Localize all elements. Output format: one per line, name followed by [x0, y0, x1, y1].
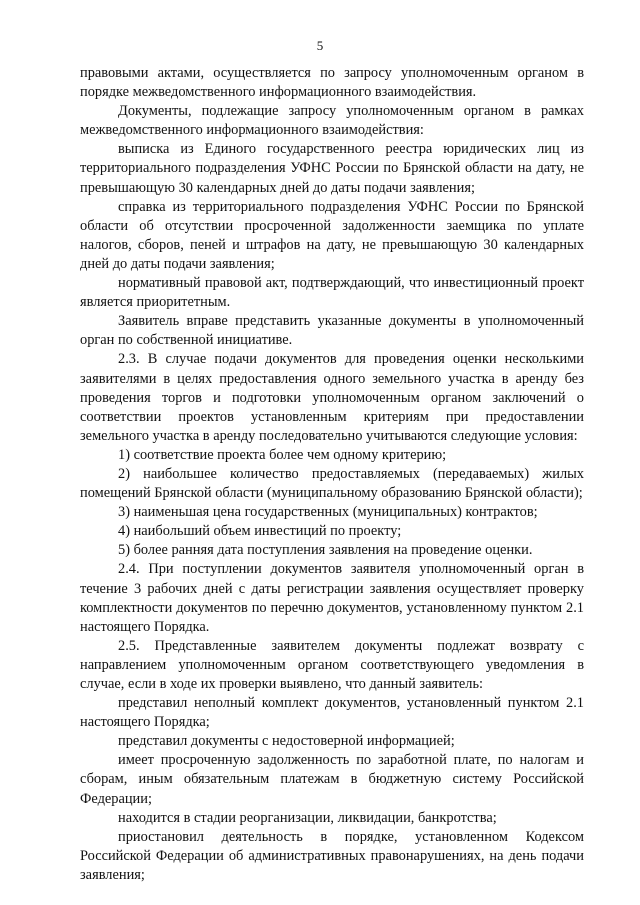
- list-item-reorganization: находится в стадии реорганизации, ликвидации, банкротства;: [118, 809, 497, 826]
- paragraph-continuation: правовыми актами, осуществляется по запросу уполномоченным органом в порядке межведомственного информационного взаимодействия.: [80, 65, 584, 101]
- list-item-condition-4: 4) наибольший объем инвестиций по проекту;: [118, 523, 402, 540]
- list-item-suspended-activity: приостановил деятельность в порядке, установленном Кодексом Российской Федерации об административных правонарушениях, на день подачи заявления;: [80, 828, 584, 883]
- paragraph-applicant-right: Заявитель вправе представить указанные документы в уполномоченный орган по собственной инициативе.: [80, 313, 584, 349]
- paragraph-egrul-extract: выписка из Единого государственного реестра юридических лиц из территориального подразделения УФНС России по Брянской области на дату, не превышающую 30 календарных дней до даты подачи заявления;: [80, 141, 584, 196]
- list-item-condition-3: 3) наименьшая цена государственных (муниципальных) контрактов;: [118, 504, 538, 521]
- list-item-condition-1: 1) соответствие проекта более чем одному критерию;: [118, 446, 447, 463]
- list-item-overdue-debt: имеет просроченную задолженность по заработной плате, по налогам и сборам, иным обязательным платежам в бюджетную систему Российской Федерации;: [80, 752, 584, 807]
- paragraph-tax-certificate: справка из территориального подразделения УФНС России по Брянской области об отсутствии просроченной задолженности заемщика по уплате налогов, сборов, пеней и штрафов на дату, не превышающую 30 календарных дней до даты подачи заявления;: [80, 198, 584, 272]
- paragraph-documents-intro: Документы, подлежащие запросу уполномоченным органом в рамках межведомственного информационного взаимодействия:: [80, 103, 584, 139]
- paragraph-2-3: 2.3. В случае подачи документов для проведения оценки несколькими заявителями в целях предоставления одного земельного участка в аренду без проведения торгов и подготовки уполномоченным органом заключений о соответствии проектов установленным критериям при предоставлении земельного участка в аренду последовательно учитываются следующие условия:: [80, 351, 584, 444]
- page-number: 5: [316, 38, 324, 53]
- body-text: [80, 64, 584, 885]
- paragraph-2-4: 2.4. При поступлении документов заявителя уполномоченный орган в течение 3 рабочих дней с даты регистрации заявления осуществляет проверку комплектности документов по перечню документов, установленному пунктом 2.1 настоящего Порядка.: [80, 561, 584, 635]
- paragraph-2-5: 2.5. Представленные заявителем документы подлежат возврату с направлением уполномоченным органом соответствующего уведомления в случае, если в ходе их проверки выявлено, что данный заявитель:: [80, 637, 584, 692]
- list-item-condition-5: 5) более ранняя дата поступления заявления на проведение оценки.: [118, 542, 533, 559]
- list-item-incomplete-documents: представил неполный комплект документов, установленный пунктом 2.1 настоящего Порядка;: [80, 695, 584, 731]
- list-item-condition-2: 2) наибольшее количество предоставляемых (передаваемых) жилых помещений Брянской области (муниципальному образованию Брянской области);: [80, 465, 584, 502]
- list-item-false-information: представил документы с недостоверной информацией;: [118, 733, 455, 750]
- paragraph-normative-act: нормативный правовой акт, подтверждающий, что инвестиционный проект является приоритетным.: [80, 275, 584, 311]
